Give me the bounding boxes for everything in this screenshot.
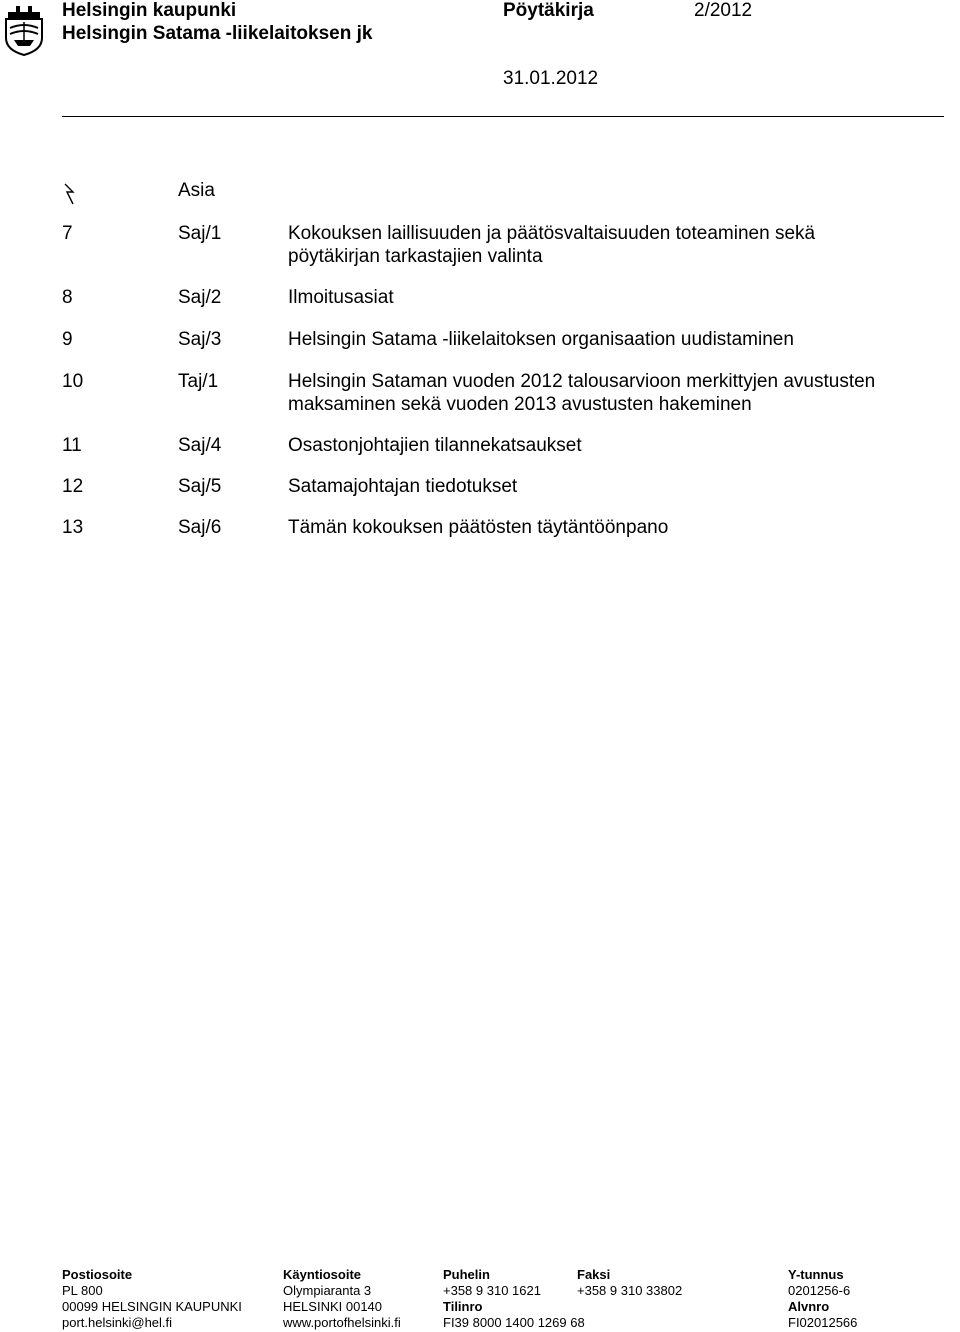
meeting-date: 31.01.2012: [503, 68, 599, 89]
helsinki-crest-icon: [2, 2, 46, 56]
agenda-item-code: Saj/2: [178, 287, 222, 308]
agenda-item-number: 8: [62, 287, 73, 308]
org-name: Helsingin kaupunki: [62, 0, 237, 21]
document-type: Pöytäkirja: [503, 0, 594, 21]
phone-label: Puhelin: [443, 1267, 490, 1282]
postal-box: PL 800: [62, 1283, 103, 1298]
agenda-item-code: Saj/6: [178, 517, 222, 538]
account-label: Tilinro: [443, 1299, 483, 1314]
agenda-item-code: Saj/4: [178, 435, 222, 456]
email-address: port.helsinki@hel.fi: [62, 1315, 173, 1330]
phone-number: +358 9 310 1621: [443, 1283, 541, 1298]
agenda-item-title: Osastonjohtajien tilannekatsaukset: [288, 435, 582, 456]
agenda-item-number: 9: [62, 329, 73, 350]
visiting-street: Olympiaranta 3: [283, 1283, 372, 1298]
agenda-item-code: Taj/1: [178, 371, 219, 392]
agenda-item-title: Ilmoitusasiat: [288, 287, 394, 308]
agenda-item-title-cont: maksaminen sekä vuoden 2013 avustusten hakeminen: [288, 394, 752, 415]
agenda-item-code: Saj/3: [178, 329, 222, 350]
business-id: 0201256-6: [788, 1283, 851, 1298]
fax-number: +358 9 310 33802: [577, 1283, 683, 1298]
agenda-item-title: Helsingin Satama -liikelaitoksen organisaation uudistaminen: [288, 329, 794, 350]
agenda-item-code: Saj/1: [178, 223, 222, 244]
vat-number: FI02012566: [788, 1315, 858, 1330]
document-number: 2/2012: [694, 0, 753, 21]
agenda-item-title-cont: pöytäkirjan tarkastajien valinta: [288, 246, 543, 267]
agenda-item-title: Helsingin Sataman vuoden 2012 talousarvioon merkittyjen avustusten: [288, 371, 876, 392]
business-id-label: Y-tunnus: [788, 1267, 844, 1282]
section-marker-icon: [63, 182, 75, 206]
agenda-item-code: Saj/5: [178, 476, 222, 497]
postal-city: 00099 HELSINGIN KAUPUNKI: [62, 1299, 242, 1314]
vat-label: Alvnro: [788, 1299, 830, 1314]
agenda-item-number: 10: [62, 371, 84, 392]
visiting-address-label: Käyntiosoite: [283, 1267, 362, 1282]
website: www.portofhelsinki.fi: [283, 1315, 401, 1330]
agenda-item-title: Satamajohtajan tiedotukset: [288, 476, 518, 497]
agenda-item-number: 11: [62, 435, 82, 456]
fax-label: Faksi: [577, 1267, 611, 1282]
agenda-item-number: 12: [62, 476, 84, 497]
account-number: FI39 8000 1400 1269 68: [443, 1315, 585, 1330]
header-divider: [62, 116, 944, 117]
agenda-item-number: 7: [62, 223, 73, 244]
unit-name: Helsingin Satama -liikelaitoksen jk: [62, 23, 373, 44]
agenda-item-number: 13: [62, 517, 84, 538]
agenda-item-title: Kokouksen laillisuuden ja päätösvaltaisuuden toteaminen sekä: [288, 223, 816, 244]
visiting-city: HELSINKI 00140: [283, 1299, 383, 1314]
agenda-heading: Asia: [178, 180, 215, 201]
agenda-item-title: Tämän kokouksen päätösten täytäntöönpano: [288, 517, 669, 538]
postal-address-label: Postiosoite: [62, 1267, 133, 1282]
